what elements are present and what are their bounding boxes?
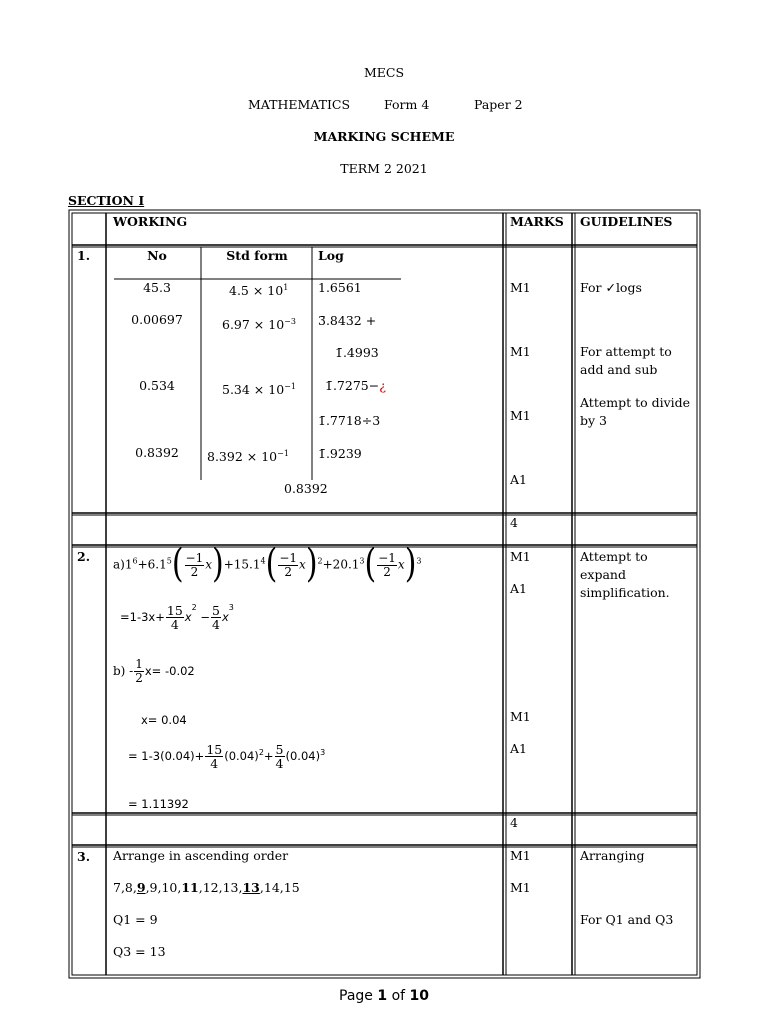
log-row-4-std: $5.34 \times 10^{-1}$ <box>222 382 296 398</box>
log-row-2-no: 0.00697 <box>131 312 183 327</box>
q1-mark-1: M1 <box>510 280 531 295</box>
subject: MATHEMATICS <box>248 97 351 112</box>
q3-sequence: 7,8,9,9,10,11,12,13,13,14,15 <box>113 880 300 895</box>
q1-total-marks: 4 <box>510 515 518 530</box>
q3-guideline-1: Arranging <box>580 848 645 863</box>
log-table-header-no: No <box>147 248 167 263</box>
q2-mark-1: M1 <box>510 549 531 564</box>
log-row-1-std: $4.5 \times 10^1$ <box>229 283 289 299</box>
marks-header: MARKS <box>510 214 564 229</box>
log-row-6-log: 1̄.9239 <box>318 446 362 461</box>
q3-mark-1: M1 <box>510 848 531 863</box>
q1-mark-4: A1 <box>510 472 527 487</box>
q2-simplified-line: =1-3x+ $\frac{15}{4}$ $x^2$ − $\frac{5}{4}$ $x^3$ <box>120 603 234 632</box>
log-row-2-log: 3̄.8432 + <box>318 313 377 328</box>
log-row-2-std: $6.97 \times 10^{-3}$ <box>222 317 296 333</box>
log-row-6-std: $8.392 \times 10^{-1}$ <box>207 449 289 465</box>
q1-answer: 0.8392 <box>284 481 328 496</box>
section-title: SECTION I <box>68 193 145 208</box>
q2-result: = 1.11392 <box>128 797 189 811</box>
page-footer: Page 1 of 10 <box>339 988 429 1004</box>
q2-guideline: Attempt to expand simplification. <box>580 549 670 600</box>
log-table-header-log: Log <box>318 248 344 263</box>
school-name: MECS <box>363 65 405 80</box>
q2-total-marks: 4 <box>510 815 518 830</box>
log-row-5-log: 1̄.7718÷3 <box>318 413 381 428</box>
q3-lower-quartile: Q1 = 9 <box>113 912 158 927</box>
document-title: MARKING SCHEME <box>313 129 455 144</box>
log-row-6-no: 0.8392 <box>135 445 179 460</box>
guidelines-header: GUIDELINES <box>580 214 673 229</box>
log-row-1-log: 1.6561 <box>318 280 362 295</box>
log-table-header-std: Std form <box>226 248 288 263</box>
log-row-3-log: 1̄.4993 <box>335 345 379 360</box>
q1-guideline-2: For attempt to add and sub <box>580 344 672 377</box>
question-number-2: 2. <box>77 549 91 564</box>
q2-part-b: b) - $\frac{1}{2}$ x= -0.02 <box>113 657 195 685</box>
q2-x-value: x= 0.04 <box>141 713 187 727</box>
q1-mark-3: M1 <box>510 408 531 423</box>
question-number-1: 1. <box>77 248 91 263</box>
q2-expansion-line: $a)1^6+6.1^5$( $\frac{-1}{2}$ $x)+15.1^4$( $\frac{-1}{2}$ $x)^2+20.1^3$( $\frac{-1}{2}$ x)$^3$ <box>113 541 422 588</box>
paper-number: Paper 2 <box>474 97 523 112</box>
log-row-1-no: 45.3 <box>143 280 171 295</box>
q3-guideline-2: For Q1 and Q3 <box>580 912 674 927</box>
q2-mark-2: A1 <box>510 581 527 596</box>
q2-substitution: = 1-3(0.04)+ $\frac{15}{4}$ $(0.04)^2+$ $\frac{5}{4}$ $(0.04)^3$ <box>128 742 326 771</box>
q1-guideline-1: For ✓logs <box>580 280 642 295</box>
working-header: WORKING <box>113 214 188 229</box>
q3-mark-2: M1 <box>510 880 531 895</box>
question-number-3: 3. <box>77 849 91 864</box>
q2-mark-3: M1 <box>510 709 531 724</box>
q3-instruction: Arrange in ascending order <box>113 848 289 863</box>
log-row-4-no: 0.534 <box>139 378 175 393</box>
q1-mark-2: M1 <box>510 344 531 359</box>
q1-guideline-3: Attempt to divide by 3 <box>580 395 691 428</box>
q3-upper-quartile: Q3 = 13 <box>113 944 166 959</box>
q2-mark-4: A1 <box>510 741 527 756</box>
term: TERM 2 2021 <box>340 161 428 176</box>
log-row-4-log: 1̄.7275−¿ <box>325 378 386 393</box>
form-level: Form 4 <box>384 97 430 112</box>
